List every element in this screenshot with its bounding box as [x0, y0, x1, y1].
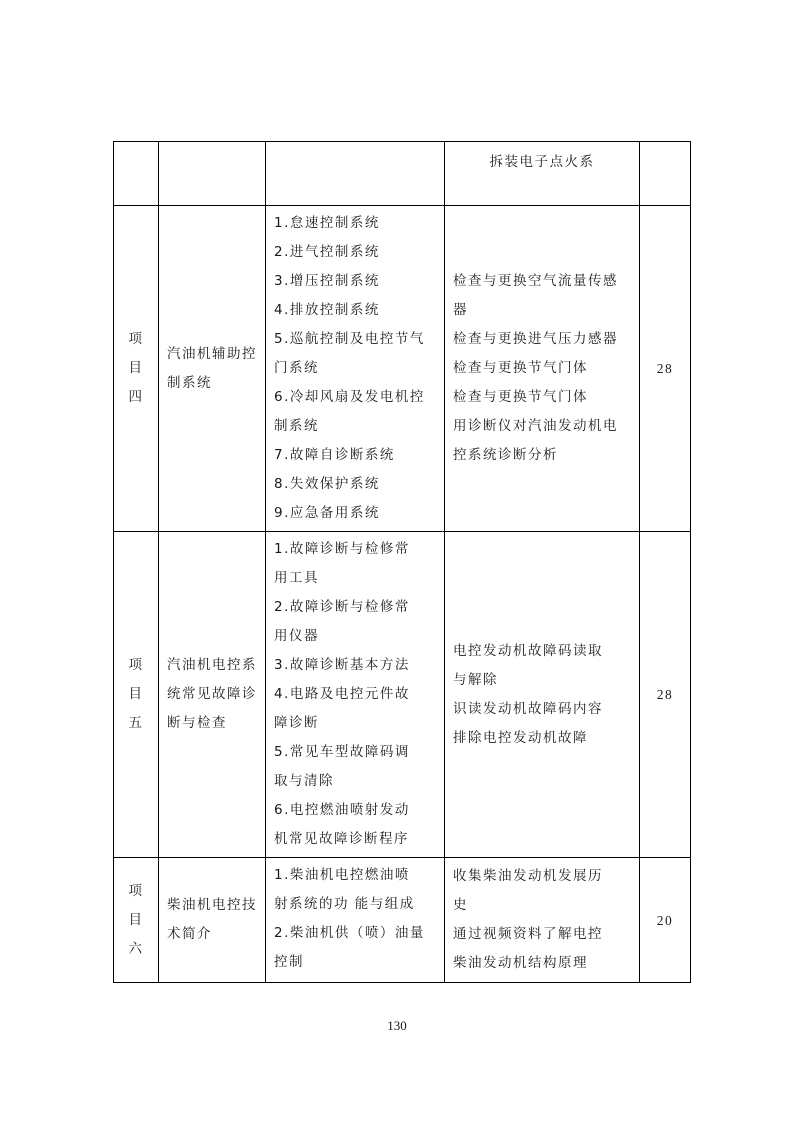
page-number: 130: [387, 1018, 407, 1033]
table-row: [114, 142, 691, 206]
content-line: 6.冷却风扇及发电机控: [274, 389, 425, 405]
content-line: 控制: [274, 954, 304, 970]
module-name: 汽油机辅助控制系统: [167, 345, 257, 391]
project-label: 项目五: [128, 657, 144, 731]
content-line: 5.巡航控制及电控节气: [274, 331, 425, 347]
project-cell: [114, 858, 159, 983]
table-row: [114, 206, 691, 532]
table-row: [114, 532, 691, 858]
content-line: 2.故障诊断与检修常: [274, 599, 410, 615]
content-line: 3.增压控制系统: [274, 273, 380, 289]
task-line: 器: [453, 302, 468, 318]
content-line: 门系统: [274, 360, 319, 376]
project-cell: [114, 206, 159, 532]
name-cell: [159, 532, 266, 858]
task-line: 柴油发动机结构原理: [453, 955, 588, 971]
task-cell: [445, 142, 640, 206]
task-line: 检查与更换节气门体: [453, 389, 588, 405]
task-line: 史: [453, 897, 468, 913]
content-cell: [266, 858, 445, 983]
content-line: 2.进气控制系统: [274, 244, 380, 260]
content-line: 5.常见车型故障码调: [274, 744, 410, 760]
task-line: 排除电控发动机故障: [453, 729, 588, 746]
task-line: 检查与更换进气压力感器: [453, 331, 618, 347]
content-line: 3.故障诊断基本方法: [274, 657, 410, 673]
content-line: 9.应急备用系统: [274, 505, 380, 521]
content-cell: [266, 206, 445, 532]
hours-cell: [640, 206, 691, 532]
content-line: 制系统: [274, 418, 319, 434]
content-line: 用仪器: [274, 628, 319, 644]
task-line: 检查与更换空气流量传感: [453, 273, 618, 289]
content-line: 4.电路及电控元件故: [274, 686, 410, 702]
task-line: 电控发动机故障码读取: [453, 642, 603, 659]
content-line: 1.怠速控制系统: [274, 215, 380, 231]
project-label: 项目四: [128, 331, 144, 405]
content-line: 7.故障自诊断系统: [274, 447, 395, 463]
hours-cell: [640, 532, 691, 858]
content-line: 4.排放控制系统: [274, 302, 380, 318]
hours-cell: [640, 858, 691, 983]
content-line: 障诊断: [274, 715, 319, 731]
hours-value: 28: [656, 361, 674, 376]
name-cell: [159, 858, 266, 983]
module-name: 汽油机电控系统常见故障诊断与检查: [167, 657, 257, 731]
task-line: 收集柴油发动机发展历: [453, 868, 603, 884]
content-line: 8.失效保护系统: [274, 476, 380, 492]
project-cell: [114, 532, 159, 858]
content-line: 1.故障诊断与检修常: [274, 541, 410, 557]
content-line: 6.电控燃油喷射发动: [274, 802, 410, 818]
hours-value: 20: [656, 912, 674, 928]
table-row: [114, 858, 691, 983]
content-line: 1.柴油机电控燃油喷: [274, 867, 410, 883]
content-line: 取与清除: [274, 773, 334, 789]
content-line: 机常见故障诊断程序: [274, 831, 409, 847]
task-line: 控系统诊断分析: [453, 447, 558, 463]
content-line: 射系统的功 能与组成: [274, 896, 415, 912]
task-text: 拆装电子点火系: [489, 154, 595, 170]
content-line: 用工具: [274, 570, 319, 586]
course-table: [113, 141, 691, 983]
project-cell: [114, 142, 159, 206]
hours-value: 28: [656, 687, 674, 702]
task-line: 通过视频资料了解电控: [453, 926, 603, 942]
task-line: 用诊断仪对汽油发动机电: [453, 418, 618, 434]
project-label: 项目六: [128, 882, 144, 957]
module-name: 柴油机电控技术简介: [167, 897, 257, 942]
task-cell: [445, 858, 640, 983]
task-line: 识读发动机故障码内容: [453, 700, 603, 717]
task-cell: [445, 532, 640, 858]
content-cell: [266, 532, 445, 858]
task-cell: [445, 206, 640, 532]
hours-cell: [640, 142, 691, 206]
content-line: 2.柴油机供（喷）油量: [274, 925, 425, 941]
name-cell: [159, 142, 266, 206]
task-line: 与解除: [453, 671, 498, 688]
task-line: 检查与更换节气门体: [453, 360, 588, 376]
content-cell: [266, 142, 445, 206]
name-cell: [159, 206, 266, 532]
